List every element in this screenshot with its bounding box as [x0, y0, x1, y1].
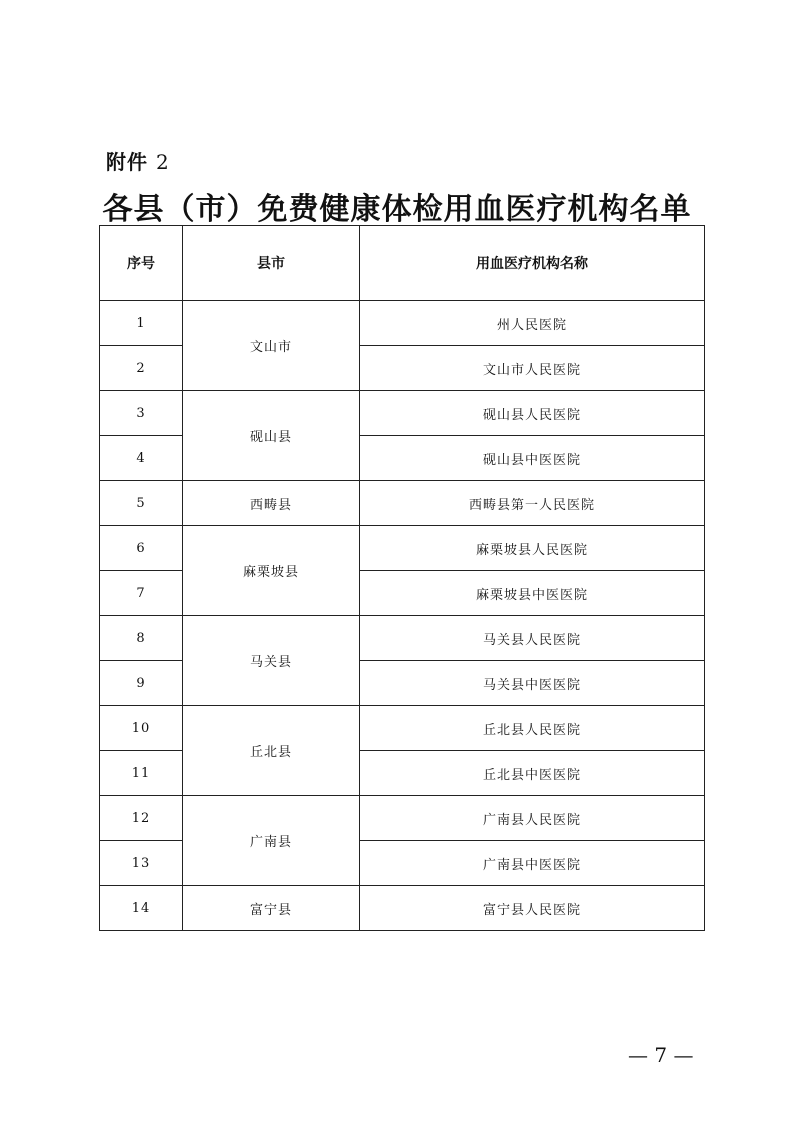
hospital-table — [99, 225, 705, 931]
county-cell: 文山市 — [183, 301, 360, 391]
hospital-cell: 麻栗坡县中医医院 — [360, 571, 705, 616]
county-cell: 砚山县 — [183, 391, 360, 481]
serial-cell: 6 — [100, 526, 183, 571]
county-cell: 丘北县 — [183, 706, 360, 796]
serial-cell: 5 — [100, 481, 183, 526]
attachment-number: 2 — [155, 150, 170, 174]
hospital-cell: 州人民医院 — [360, 301, 705, 346]
hospital-cell: 广南县中医医院 — [360, 841, 705, 886]
serial-cell: 11 — [100, 751, 183, 796]
serial-cell: 13 — [100, 841, 183, 886]
table-row — [100, 301, 705, 346]
serial-cell: 1 — [100, 301, 183, 346]
header-hospital: 用血医疗机构名称 — [360, 226, 705, 301]
county-cell: 富宁县 — [183, 886, 360, 931]
attachment-label — [106, 146, 170, 175]
table-header-row — [100, 226, 705, 301]
hospital-cell: 富宁县人民医院 — [360, 886, 705, 931]
serial-cell: 7 — [100, 571, 183, 616]
serial-cell: 4 — [100, 436, 183, 481]
page-number: — 7 — — [628, 1043, 694, 1067]
table-row — [100, 706, 705, 751]
serial-cell: 3 — [100, 391, 183, 436]
county-cell: 马关县 — [183, 616, 360, 706]
county-cell: 西畴县 — [183, 481, 360, 526]
hospital-cell: 丘北县人民医院 — [360, 706, 705, 751]
table-row — [100, 481, 705, 526]
county-cell: 广南县 — [183, 796, 360, 886]
table-row — [100, 796, 705, 841]
hospital-cell: 文山市人民医院 — [360, 346, 705, 391]
hospital-cell: 丘北县中医医院 — [360, 751, 705, 796]
document-title: 各县（市）免费健康体检用血医疗机构名单 — [102, 192, 692, 227]
serial-cell: 9 — [100, 661, 183, 706]
serial-cell: 10 — [100, 706, 183, 751]
header-serial: 序号 — [100, 226, 183, 301]
hospital-cell: 西畴县第一人民医院 — [360, 481, 705, 526]
table-row — [100, 391, 705, 436]
hospital-cell: 马关县中医医院 — [360, 661, 705, 706]
hospital-cell: 砚山县中医医院 — [360, 436, 705, 481]
serial-cell: 8 — [100, 616, 183, 661]
hospital-cell: 马关县人民医院 — [360, 616, 705, 661]
hospital-cell: 广南县人民医院 — [360, 796, 705, 841]
hospital-cell: 砚山县人民医院 — [360, 391, 705, 436]
county-cell: 麻栗坡县 — [183, 526, 360, 616]
serial-cell: 14 — [100, 886, 183, 931]
table-body — [100, 301, 705, 931]
attachment-text: 附件 — [106, 150, 148, 174]
serial-cell: 12 — [100, 796, 183, 841]
table-row — [100, 526, 705, 571]
serial-cell: 2 — [100, 346, 183, 391]
table-row — [100, 886, 705, 931]
hospital-cell: 麻栗坡县人民医院 — [360, 526, 705, 571]
header-county: 县市 — [183, 226, 360, 301]
table-row — [100, 616, 705, 661]
